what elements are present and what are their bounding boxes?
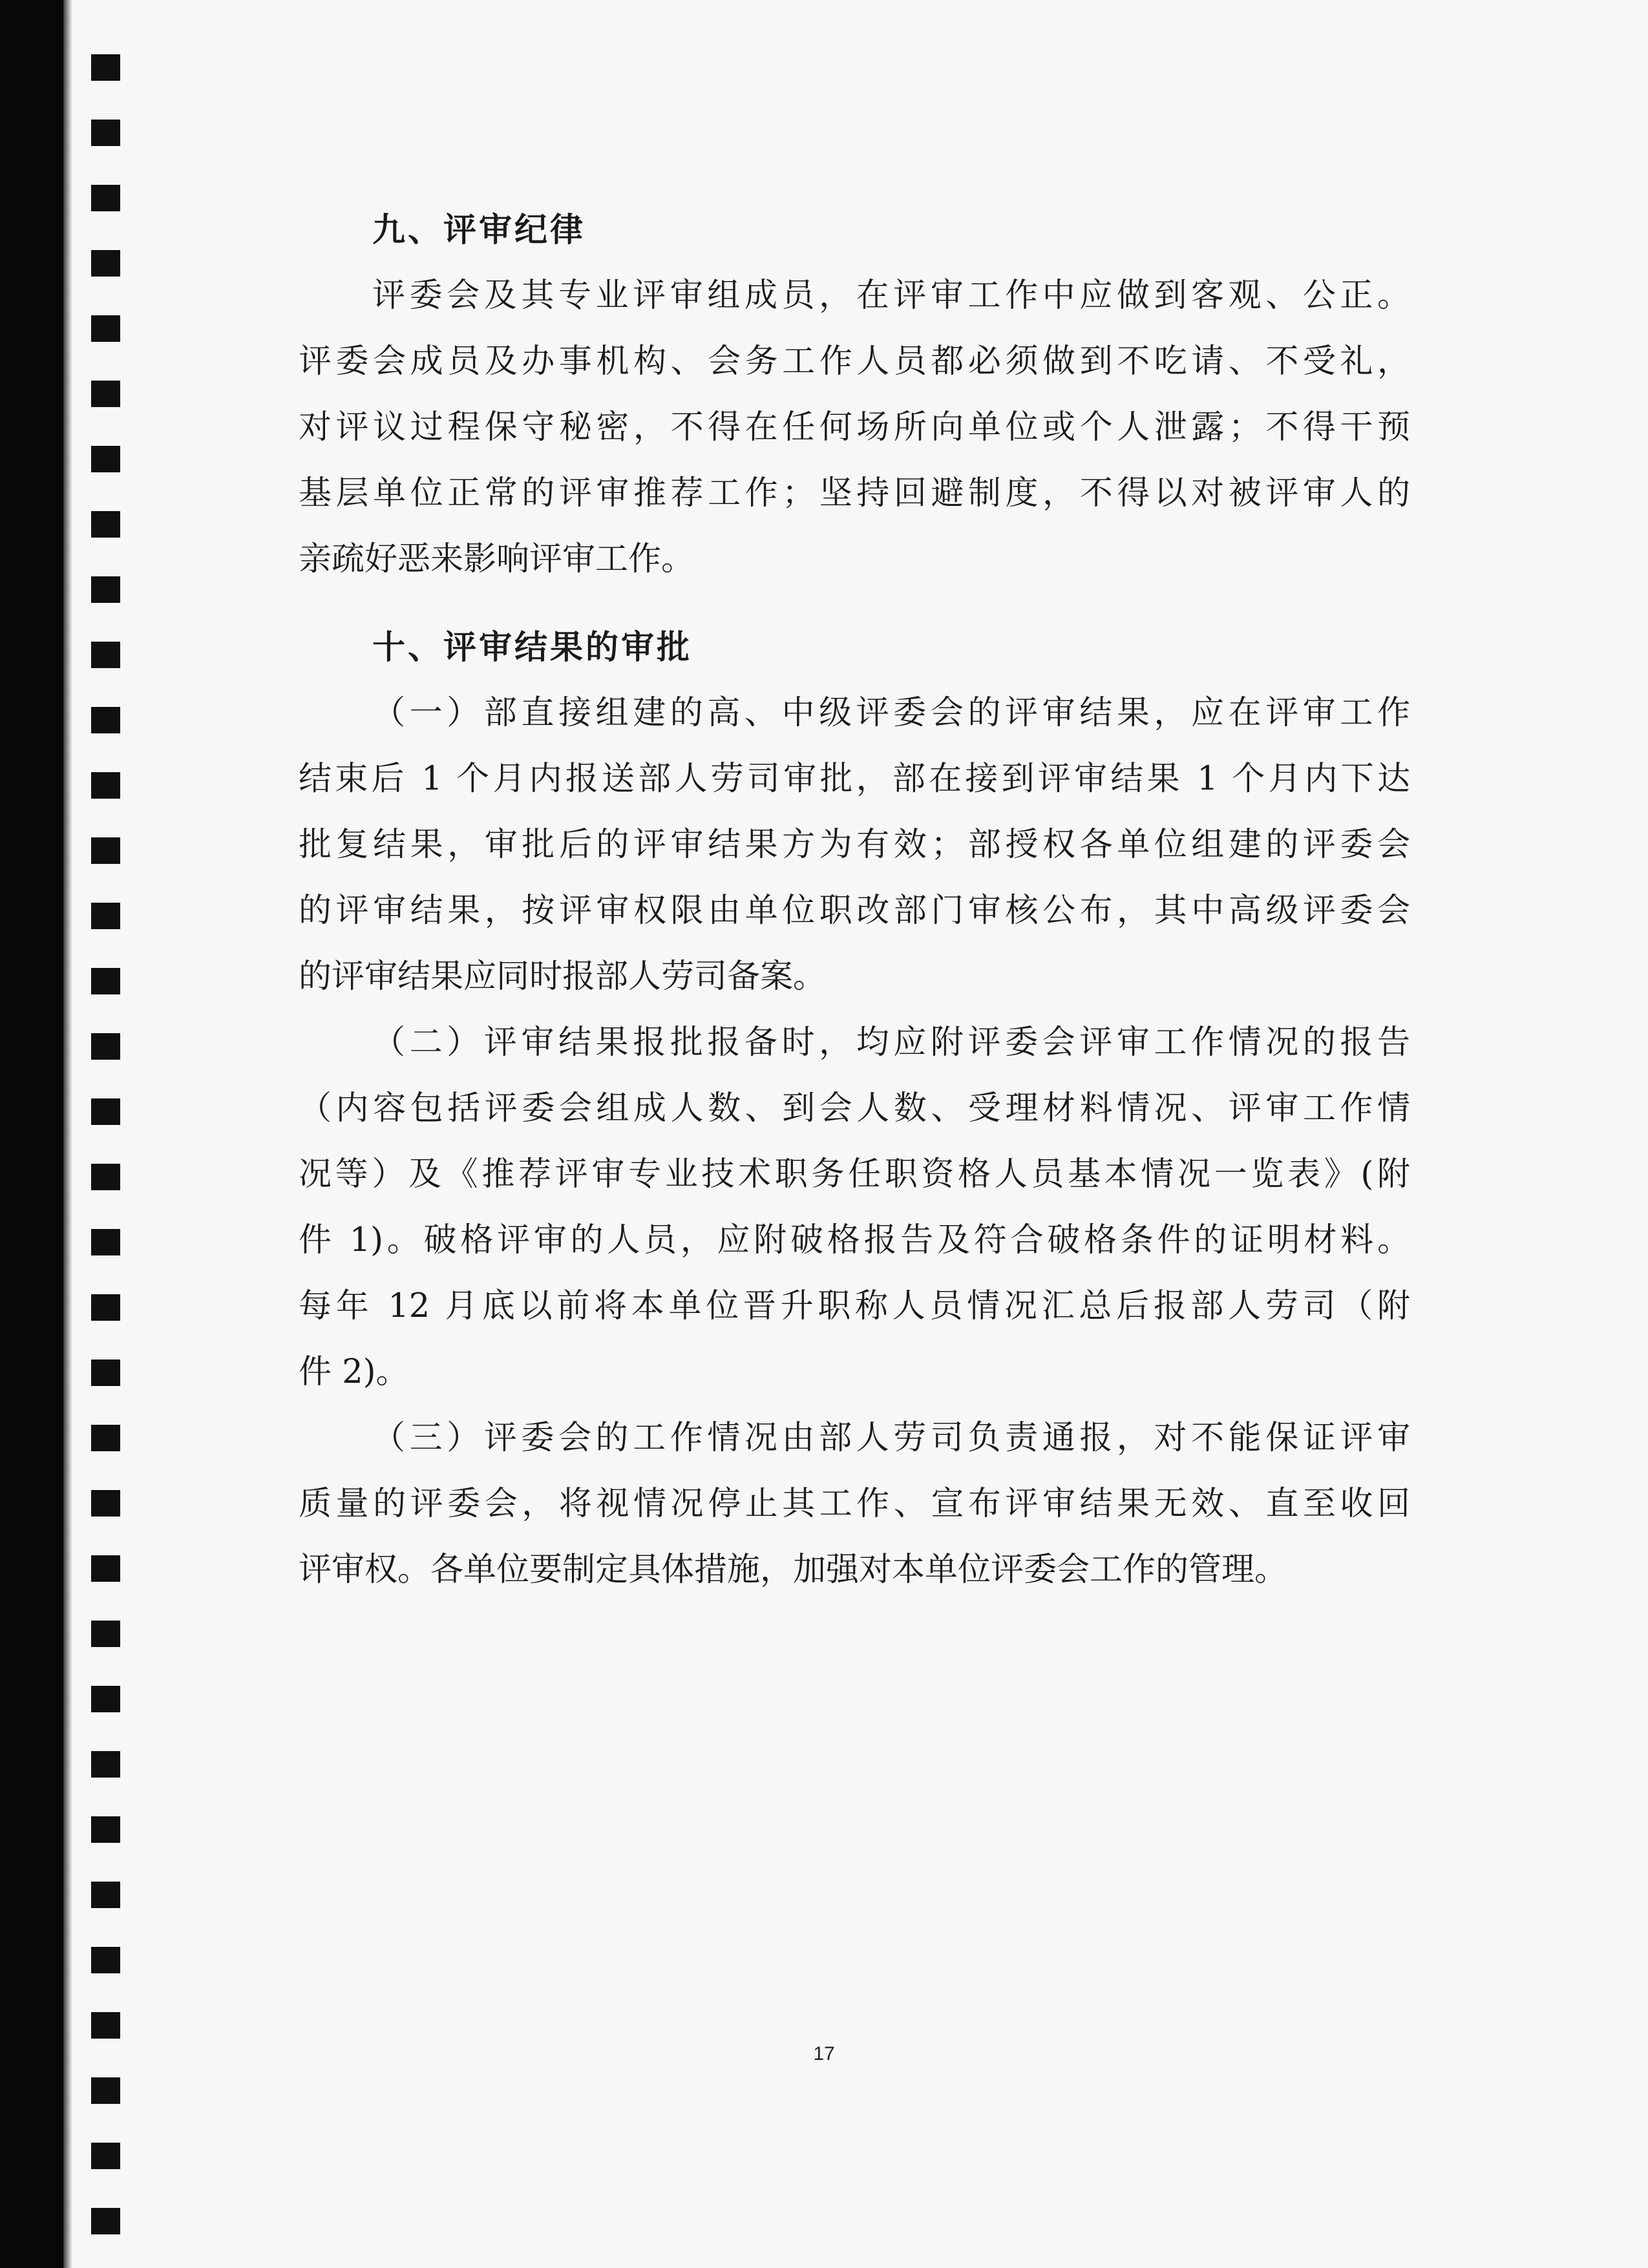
text-line: 评委会及其专业评审组成员，在评审工作中应做到客观、公正。 — [372, 277, 1410, 315]
punch-hole — [91, 1425, 120, 1451]
punch-hole — [91, 1882, 120, 1908]
text-line: 件 1)。破格评审的人员，应附破格报告及符合破格条件的证明材料。 — [299, 1221, 1410, 1259]
section-heading-approval: 十、评审结果的审批 — [372, 628, 693, 667]
punch-hole — [91, 1490, 120, 1517]
punch-hole — [91, 1947, 120, 1973]
text-line: 评审权。各单位要制定具体措施，加强对本单位评委会工作的管理。 — [299, 1551, 1288, 1589]
text-line: 结束后 1 个月内报送部人劳司审批，部在接到评审结果 1 个月内下达 — [299, 760, 1410, 798]
text-line: （一）部直接组建的高、中级评委会的评审结果，应在评审工作 — [372, 694, 1410, 732]
binder-edge — [0, 0, 63, 2268]
punch-hole-column — [91, 54, 120, 2251]
punch-hole — [91, 772, 120, 799]
text-line: 评委会成员及办事机构、会务工作人员都必须做到不吃请、不受礼， — [299, 342, 1410, 381]
text-line: 件 2)。 — [299, 1353, 409, 1391]
paragraph-approval-1 — [299, 680, 1410, 1010]
paragraph-discipline — [299, 263, 1410, 593]
punch-hole — [91, 1229, 120, 1255]
text-line: 对评议过程保守秘密，不得在任何场所向单位或个人泄露；不得干预 — [299, 408, 1410, 446]
punch-hole — [91, 1294, 120, 1321]
punch-hole — [91, 54, 120, 81]
punch-hole — [91, 446, 120, 472]
punch-hole — [91, 903, 120, 929]
punch-hole — [91, 1555, 120, 1582]
binder-shadow — [63, 0, 72, 2268]
document-body — [299, 197, 1410, 1603]
page-number: 17 — [813, 2043, 835, 2064]
text-line: （三）评委会的工作情况由部人劳司负责通报，对不能保证评审 — [372, 1419, 1410, 1457]
punch-hole — [91, 576, 120, 603]
punch-hole — [91, 2012, 120, 2039]
punch-hole — [91, 1164, 120, 1190]
text-line: （二）评审结果报批报备时，均应附评委会评审工作情况的报告 — [372, 1024, 1410, 1062]
punch-hole — [91, 2077, 120, 2104]
section-heading-discipline: 九、评审纪律 — [372, 211, 586, 249]
punch-hole — [91, 837, 120, 864]
section-spacer — [299, 593, 1410, 614]
punch-hole — [91, 2208, 120, 2234]
text-line: 的评审结果应同时报部人劳司备案。 — [299, 958, 827, 996]
punch-hole — [91, 511, 120, 538]
punch-hole — [91, 381, 120, 407]
punch-hole — [91, 1621, 120, 1647]
punch-hole — [91, 968, 120, 994]
text-line: 亲疏好恶来影响评审工作。 — [299, 540, 695, 578]
punch-hole — [91, 1686, 120, 1712]
punch-hole — [91, 642, 120, 668]
text-line: 基层单位正常的评审推荐工作；坚持回避制度，不得以对被评审人的 — [299, 474, 1410, 512]
text-line: 的评审结果，按评审权限由单位职改部门审核公布，其中高级评委会 — [299, 892, 1410, 930]
text-line: 质量的评委会，将视情况停止其工作、宣布评审结果无效、直至收回 — [299, 1485, 1410, 1523]
punch-hole — [91, 185, 120, 211]
punch-hole — [91, 2143, 120, 2169]
punch-hole — [91, 1033, 120, 1060]
punch-hole — [91, 707, 120, 733]
punch-hole — [91, 315, 120, 342]
text-line: 况等）及《推荐评审专业技术职务任职资格人员基本情况一览表》(附 — [299, 1155, 1410, 1193]
text-line: （内容包括评委会组成人数、到会人数、受理材料情况、评审工作情 — [299, 1089, 1410, 1128]
punch-hole — [91, 1098, 120, 1125]
punch-hole — [91, 120, 120, 146]
punch-hole — [91, 250, 120, 277]
paragraph-approval-2 — [299, 1010, 1410, 1405]
punch-hole — [91, 1751, 120, 1778]
punch-hole — [91, 1360, 120, 1386]
paragraph-approval-3 — [299, 1405, 1410, 1603]
text-line: 每年 12 月底以前将本单位晋升职称人员情况汇总后报部人劳司（附 — [299, 1287, 1410, 1325]
punch-hole — [91, 1816, 120, 1843]
text-line: 批复结果，审批后的评审结果方为有效；部授权各单位组建的评委会 — [299, 826, 1410, 864]
